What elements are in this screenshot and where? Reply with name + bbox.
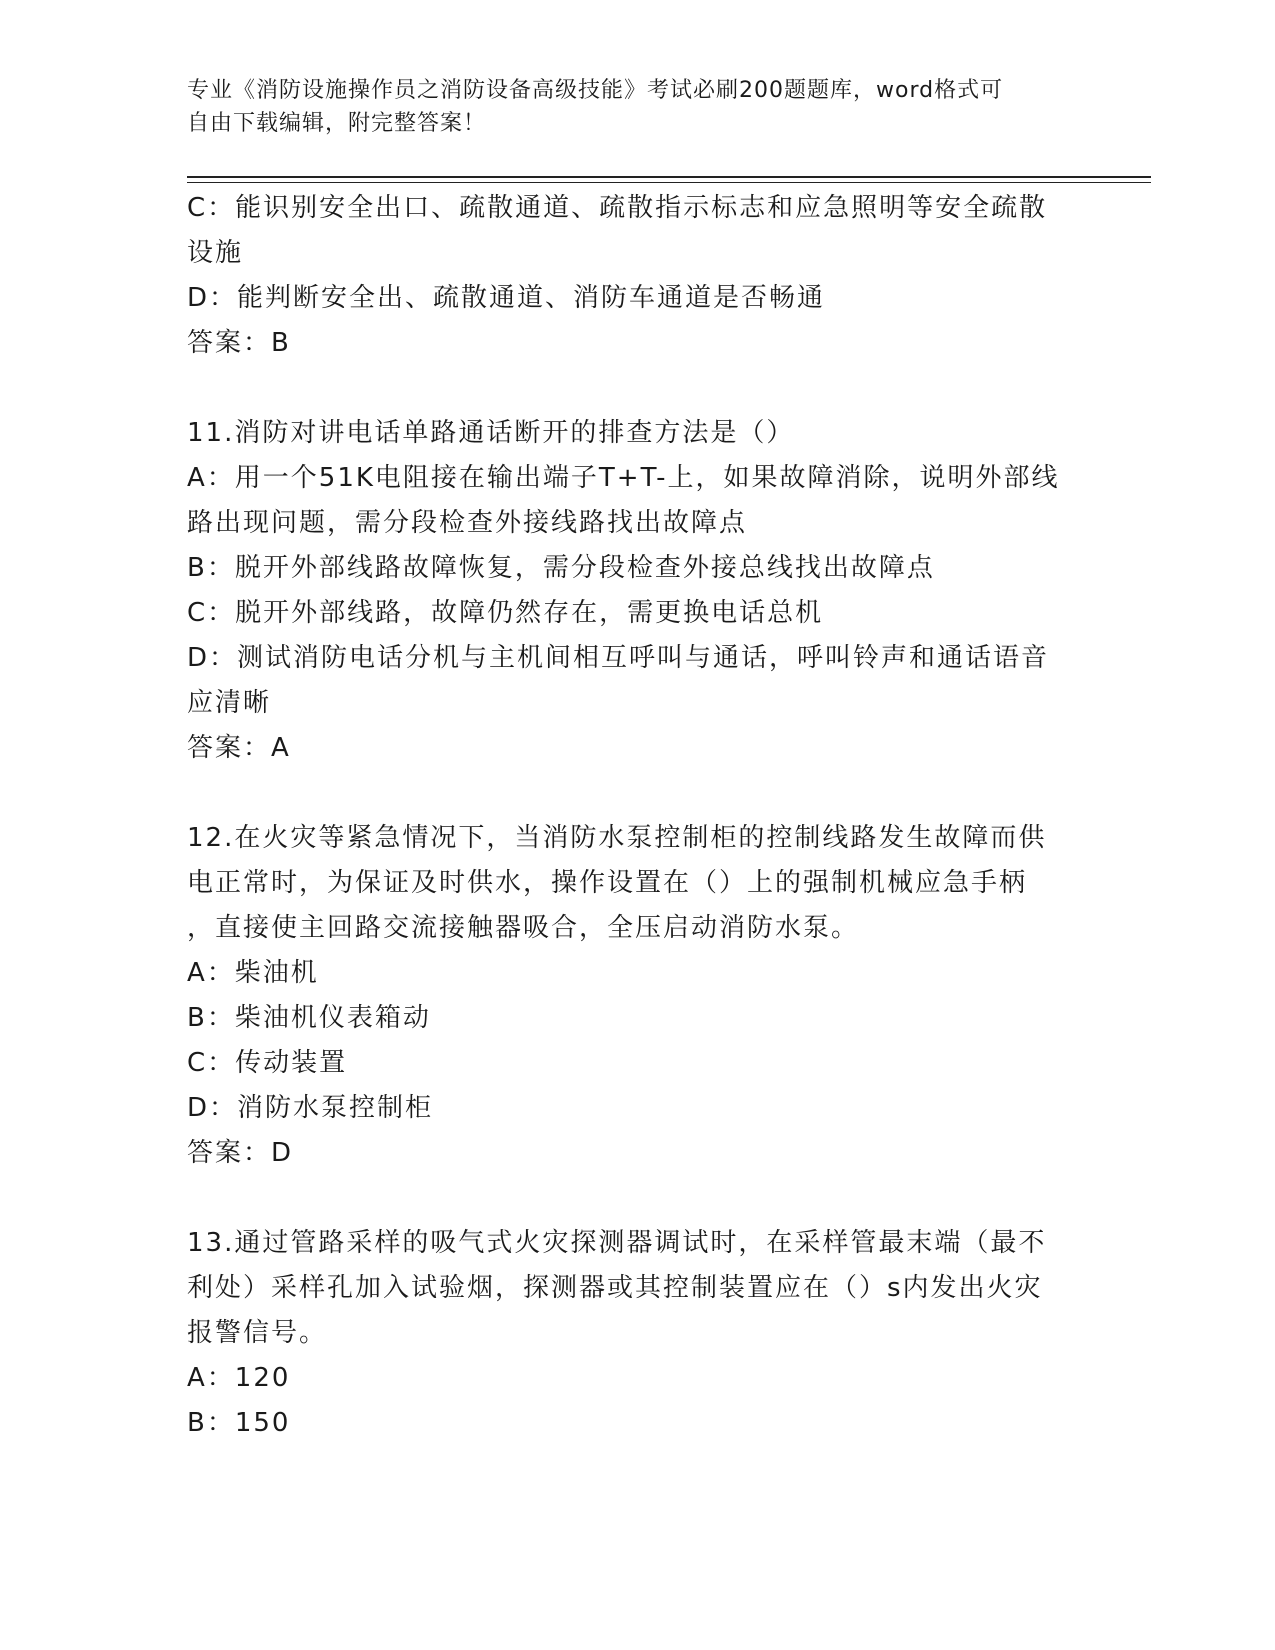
question-text-line-3: ，直接使主回路交流接触器吸合，全压启动消防水泵。 bbox=[187, 913, 860, 943]
answer: 答案：A bbox=[187, 733, 291, 763]
question-text-line-1: 12.在火灾等紧急情况下，当消防水泵控制柜的控制线路发生故障而供 bbox=[187, 823, 1047, 853]
question-12 bbox=[187, 816, 1087, 1176]
option-d-line-2: 应清晰 bbox=[187, 688, 272, 718]
document-header bbox=[187, 74, 1067, 140]
question-text-line-2: 电正常时，为保证及时供水，操作设置在（）上的强制机械应急手柄 bbox=[187, 868, 1028, 898]
question-text: 11.消防对讲电话单路通话断开的排查方法是（） bbox=[187, 418, 795, 448]
option-c: C：传动装置 bbox=[187, 1048, 348, 1078]
option-c-line-2: 设施 bbox=[187, 238, 244, 268]
question-text-line-2: 利处）采样孔加入试验烟，探测器或其控制装置应在（）s内发出火灾 bbox=[187, 1273, 1043, 1303]
option-d-line-1: D：测试消防电话分机与主机间相互呼叫与通话，呼叫铃声和通话语音 bbox=[187, 643, 1050, 673]
option-d: D：能判断安全出、疏散通道、消防车通道是否畅通 bbox=[187, 283, 826, 313]
question-text-line-1: 13.通过管路采样的吸气式火灾探测器调试时，在采样管最末端（最不 bbox=[187, 1228, 1047, 1258]
header-line-2: 自由下载编辑，附完整答案！ bbox=[187, 111, 487, 136]
option-d: D：消防水泵控制柜 bbox=[187, 1093, 434, 1123]
option-a: A：120 bbox=[187, 1363, 291, 1393]
answer: 答案：D bbox=[187, 1138, 294, 1168]
spacer bbox=[187, 771, 1087, 816]
option-a-line-1: A：用一个51K电阻接在输出端子T+T-上，如果故障消除，说明外部线 bbox=[187, 463, 1060, 493]
question-text-line-3: 报警信号。 bbox=[187, 1318, 328, 1348]
option-a-line-2: 路出现问题，需分段检查外接线路找出故障点 bbox=[187, 508, 748, 538]
header-divider-thick bbox=[187, 176, 1151, 178]
spacer bbox=[187, 366, 1087, 411]
option-a: A：柴油机 bbox=[187, 958, 319, 988]
option-b: B：150 bbox=[187, 1408, 291, 1438]
answer: 答案：B bbox=[187, 328, 291, 358]
header-divider-thin bbox=[187, 182, 1151, 183]
question-13 bbox=[187, 1221, 1087, 1446]
option-b: B：柴油机仪表箱动 bbox=[187, 1003, 431, 1033]
option-c: C：脱开外部线路，故障仍然存在，需更换电话总机 bbox=[187, 598, 824, 628]
question-11 bbox=[187, 411, 1087, 771]
header-line-1: 专业《消防设施操作员之消防设备高级技能》考试必刷200题题库，word格式可 bbox=[187, 78, 1004, 103]
spacer bbox=[187, 1176, 1087, 1221]
question-content bbox=[187, 186, 1087, 1446]
option-b: B：脱开外部线路故障恢复，需分段检查外接总线找出故障点 bbox=[187, 553, 935, 583]
question-10-continued bbox=[187, 186, 1087, 366]
option-c-line-1: C：能识别安全出口、疏散通道、疏散指示标志和应急照明等安全疏散 bbox=[187, 193, 1048, 223]
